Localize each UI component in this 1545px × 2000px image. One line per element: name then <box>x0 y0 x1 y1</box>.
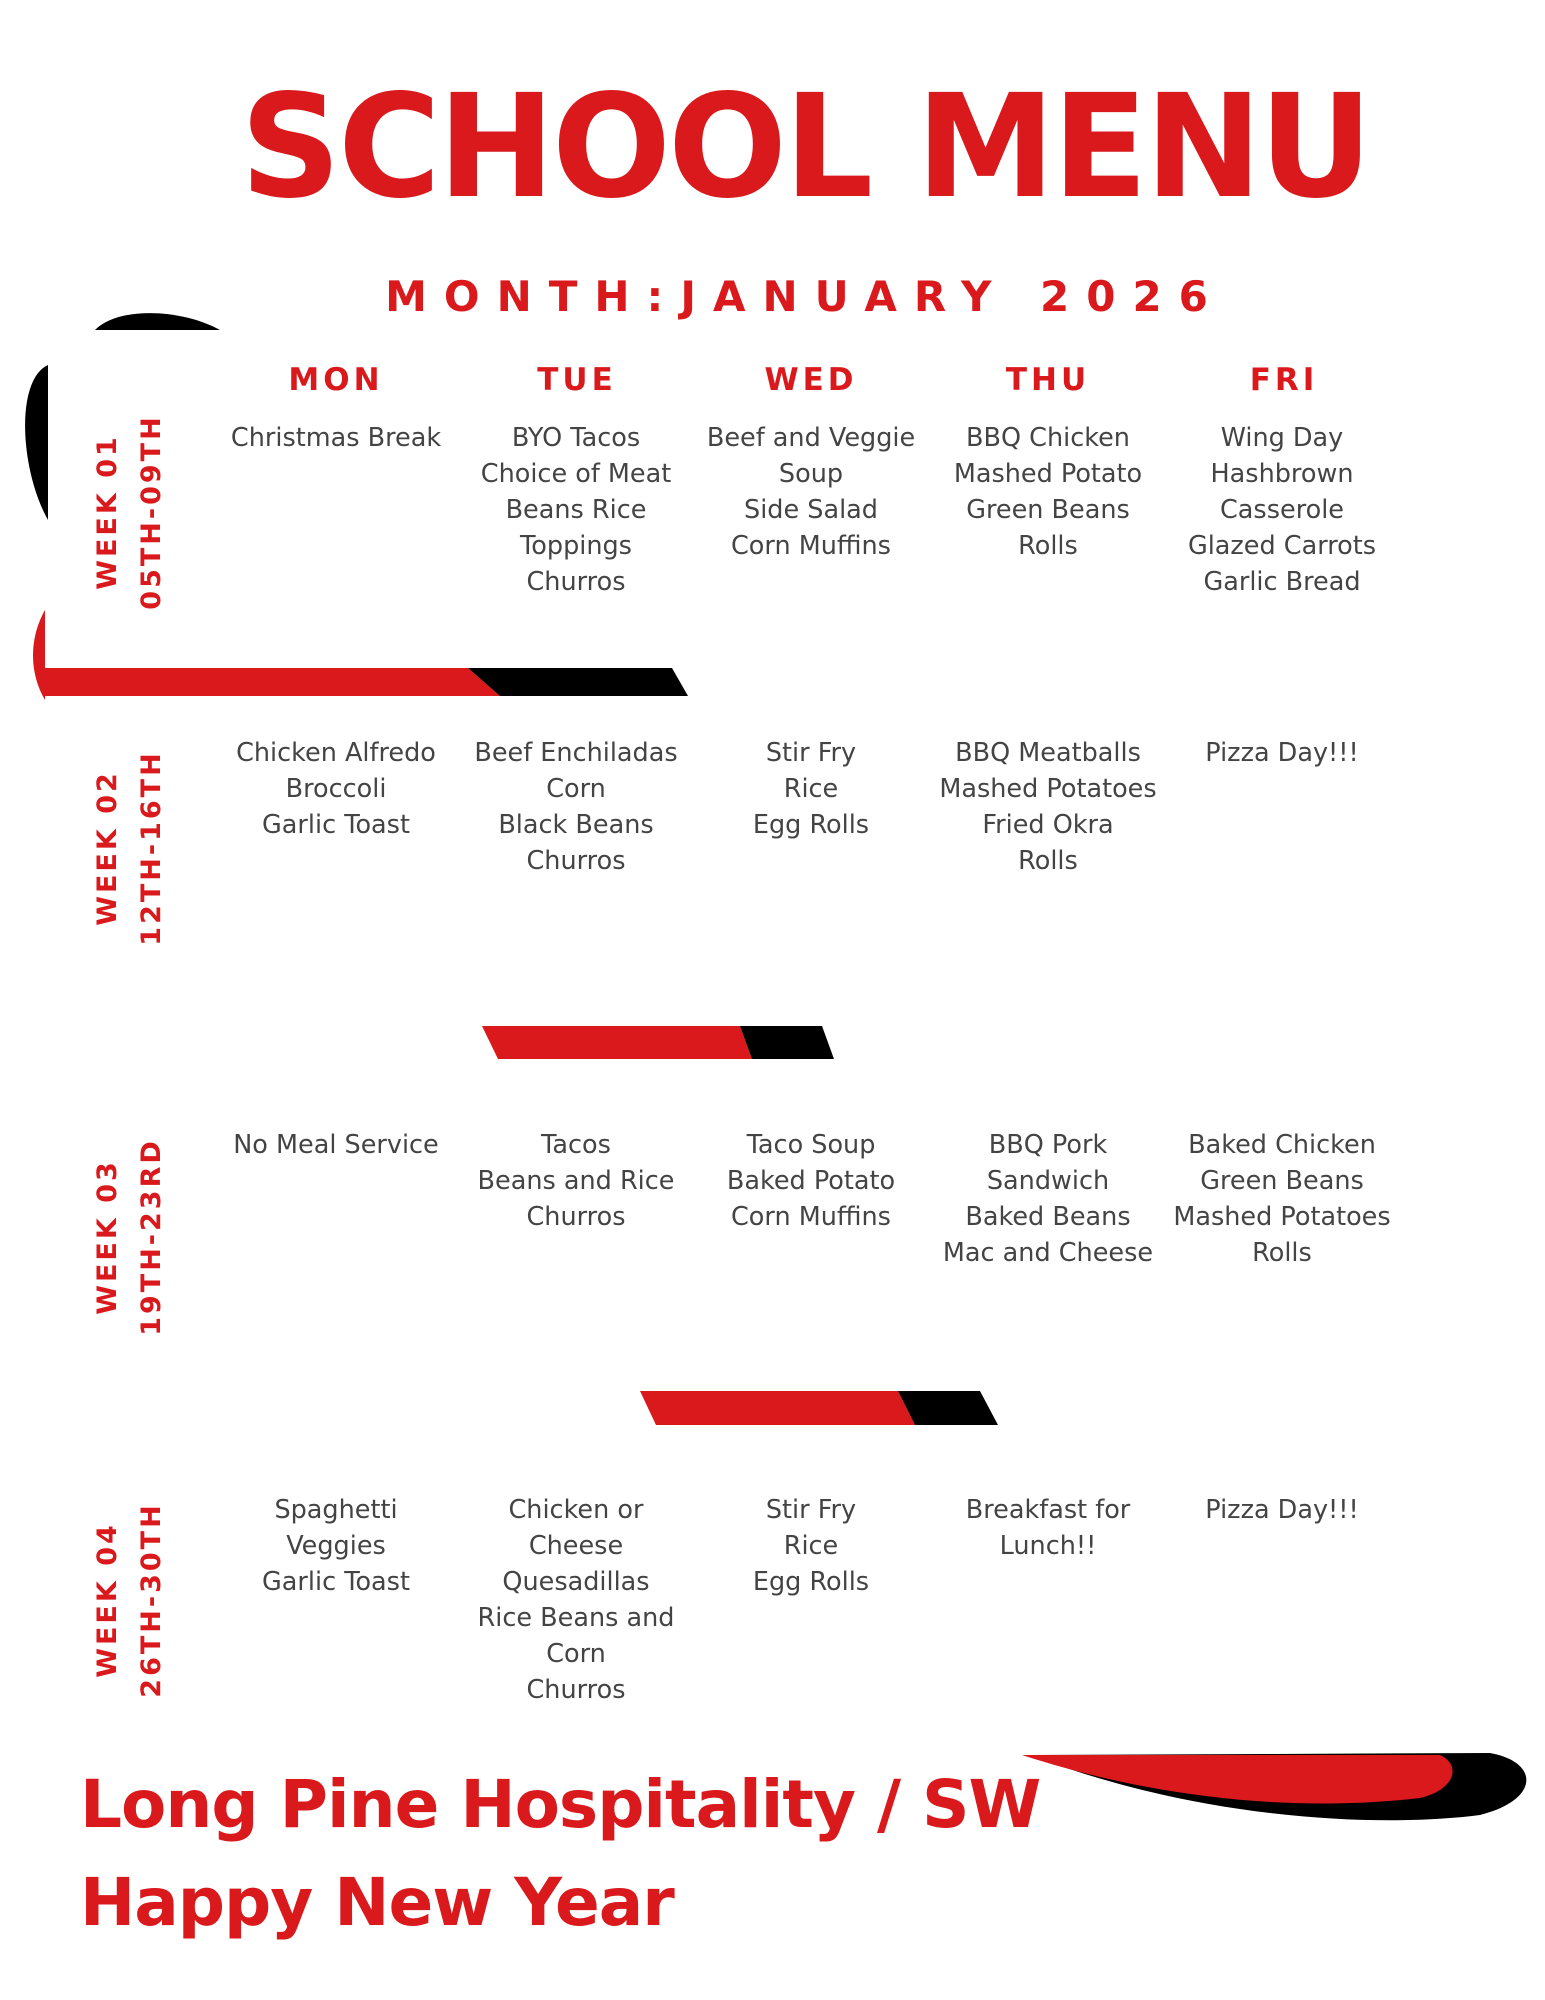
menu-item: Cheese <box>528 1531 624 1561</box>
menu-item: Fried Okra <box>982 810 1114 840</box>
week-label-3 <box>75 1117 185 1357</box>
menu-item: Churros <box>526 567 626 597</box>
menu-item: Churros <box>526 1202 626 1232</box>
menu-item: Corn Muffins <box>731 1202 891 1232</box>
menu-item: Lunch!! <box>999 1531 1097 1561</box>
menu-item: Garlic Bread <box>1203 567 1361 597</box>
menu-item: Beef and Veggie <box>706 423 916 453</box>
menu-item: Egg Rolls <box>752 1567 870 1597</box>
week-dates: 05TH-09TH <box>136 414 167 610</box>
menu-cell-week2-tue <box>461 735 691 879</box>
menu-item: Stir Fry <box>765 738 857 768</box>
menu-item: Baked Potato <box>726 1166 896 1196</box>
menu-cell-week1-tue <box>461 420 691 600</box>
menu-item: Pizza Day!!! <box>1205 1495 1359 1525</box>
menu-cell-week3-wed <box>696 1127 926 1235</box>
menu-item: Stir Fry <box>765 1495 857 1525</box>
divider-bar-red-1 <box>45 668 500 696</box>
divider-bar-black-3 <box>898 1391 998 1425</box>
menu-cell-week4-wed <box>696 1492 926 1600</box>
menu-item: Mashed Potatoes <box>1173 1202 1391 1232</box>
page-title: SCHOOL MENU <box>240 64 1370 231</box>
menu-item: Rolls <box>1018 846 1078 876</box>
red-arc-left <box>33 610 45 700</box>
swoosh-red <box>1022 1755 1453 1804</box>
menu-item: Mashed Potatoes <box>939 774 1157 804</box>
menu-item: Corn <box>546 774 606 804</box>
menu-cell-week4-fri <box>1167 1492 1397 1528</box>
menu-cell-week2-mon <box>221 735 451 843</box>
menu-item: Churros <box>526 846 626 876</box>
day-header-thu: THU <box>1005 362 1091 398</box>
menu-item: Breakfast for <box>965 1495 1131 1525</box>
menu-item: Casserole <box>1220 495 1344 525</box>
week-dates: 26TH-30TH <box>136 1502 167 1698</box>
menu-cell-week3-thu <box>933 1127 1163 1271</box>
menu-item: Garlic Toast <box>262 810 410 840</box>
divider-bar-red-3 <box>640 1391 915 1425</box>
menu-item: Rolls <box>1252 1238 1312 1268</box>
menu-item: Tacos <box>541 1130 611 1160</box>
menu-item: Christmas Break <box>230 423 442 453</box>
day-header-fri: FRI <box>1249 362 1319 398</box>
menu-item: BYO Tacos <box>511 423 641 453</box>
menu-cell-week2-thu <box>933 735 1163 879</box>
menu-item: Baked Beans <box>965 1202 1131 1232</box>
week-dates: 12TH-16TH <box>136 750 167 946</box>
menu-item: Soup <box>778 459 844 489</box>
week-dates: 19TH-23RD <box>136 1138 167 1336</box>
menu-item: Mac and Cheese <box>942 1238 1154 1268</box>
menu-cell-week4-tue <box>461 1492 691 1708</box>
menu-item: Green Beans <box>1200 1166 1364 1196</box>
menu-item: Corn <box>546 1639 606 1669</box>
menu-cell-week2-fri <box>1167 735 1397 771</box>
menu-item: BBQ Pork <box>988 1130 1108 1160</box>
menu-cell-week1-fri <box>1167 420 1397 600</box>
day-header-mon: MON <box>288 362 384 398</box>
footer-line-2: Happy New Year <box>80 1864 674 1941</box>
menu-item: Rice <box>783 1531 839 1561</box>
menu-item: Beans and Rice <box>477 1166 675 1196</box>
day-header-wed: WED <box>764 362 858 398</box>
menu-cell-week3-mon <box>221 1127 451 1163</box>
menu-item: Chicken or <box>508 1495 644 1525</box>
menu-item: Egg Rolls <box>752 810 870 840</box>
week-number: WEEK 02 <box>92 770 123 926</box>
menu-item: Quesadillas <box>502 1567 650 1597</box>
menu-item: Rolls <box>1018 531 1078 561</box>
menu-item: Wing Day <box>1220 423 1344 453</box>
footer-line-1: Long Pine Hospitality / SW <box>80 1766 1041 1843</box>
menu-cell-week1-mon <box>221 420 451 456</box>
menu-item: Black Beans <box>498 810 654 840</box>
menu-item: Rice <box>783 774 839 804</box>
week-label-2 <box>75 728 185 968</box>
menu-cell-week3-fri <box>1167 1127 1397 1271</box>
divider-bar-red-2 <box>482 1026 752 1059</box>
menu-item: Veggies <box>286 1531 386 1561</box>
week-label-4 <box>75 1480 185 1720</box>
menu-item: Toppings <box>520 531 632 561</box>
divider-bar-black-2 <box>740 1026 834 1059</box>
week-number: WEEK 04 <box>92 1522 123 1678</box>
menu-item: BBQ Chicken <box>966 423 1130 453</box>
menu-item: No Meal Service <box>233 1130 439 1160</box>
day-header-tue: TUE <box>537 362 617 398</box>
menu-cell-week1-thu <box>933 420 1163 564</box>
menu-cell-week3-tue <box>461 1127 691 1235</box>
menu-item: Taco Soup <box>746 1130 876 1160</box>
menu-item: Churros <box>526 1675 626 1705</box>
menu-item: Green Beans <box>966 495 1130 525</box>
menu-item: Broccoli <box>285 774 387 804</box>
week-label-1 <box>75 392 185 632</box>
menu-item: Corn Muffins <box>731 531 891 561</box>
menu-item: Baked Chicken <box>1188 1130 1376 1160</box>
menu-item: Hashbrown <box>1210 459 1354 489</box>
week-number: WEEK 01 <box>92 434 123 590</box>
menu-item: Sandwich <box>986 1166 1110 1196</box>
menu-item: Garlic Toast <box>262 1567 410 1597</box>
menu-cell-week4-mon <box>221 1492 451 1600</box>
menu-item: Spaghetti <box>274 1495 398 1525</box>
week-number: WEEK 03 <box>92 1159 123 1315</box>
menu-item: Rice Beans and <box>477 1603 675 1633</box>
menu-cell-week2-wed <box>696 735 926 843</box>
menu-item: Beans Rice <box>505 495 647 525</box>
menu-cell-week1-wed <box>696 420 926 564</box>
month-heading: MONTH:JANUARY 2026 <box>385 272 1225 321</box>
divider-bar-black-1 <box>468 668 688 696</box>
menu-item: Chicken Alfredo <box>236 738 436 768</box>
menu-item: Mashed Potato <box>953 459 1143 489</box>
menu-item: Choice of Meat <box>480 459 672 489</box>
menu-item: Side Salad <box>744 495 878 525</box>
menu-item: BBQ Meatballs <box>955 738 1141 768</box>
menu-item: Glazed Carrots <box>1187 531 1377 561</box>
menu-cell-week4-thu <box>933 1492 1163 1564</box>
menu-item: Beef Enchiladas <box>474 738 678 768</box>
menu-item: Pizza Day!!! <box>1205 738 1359 768</box>
